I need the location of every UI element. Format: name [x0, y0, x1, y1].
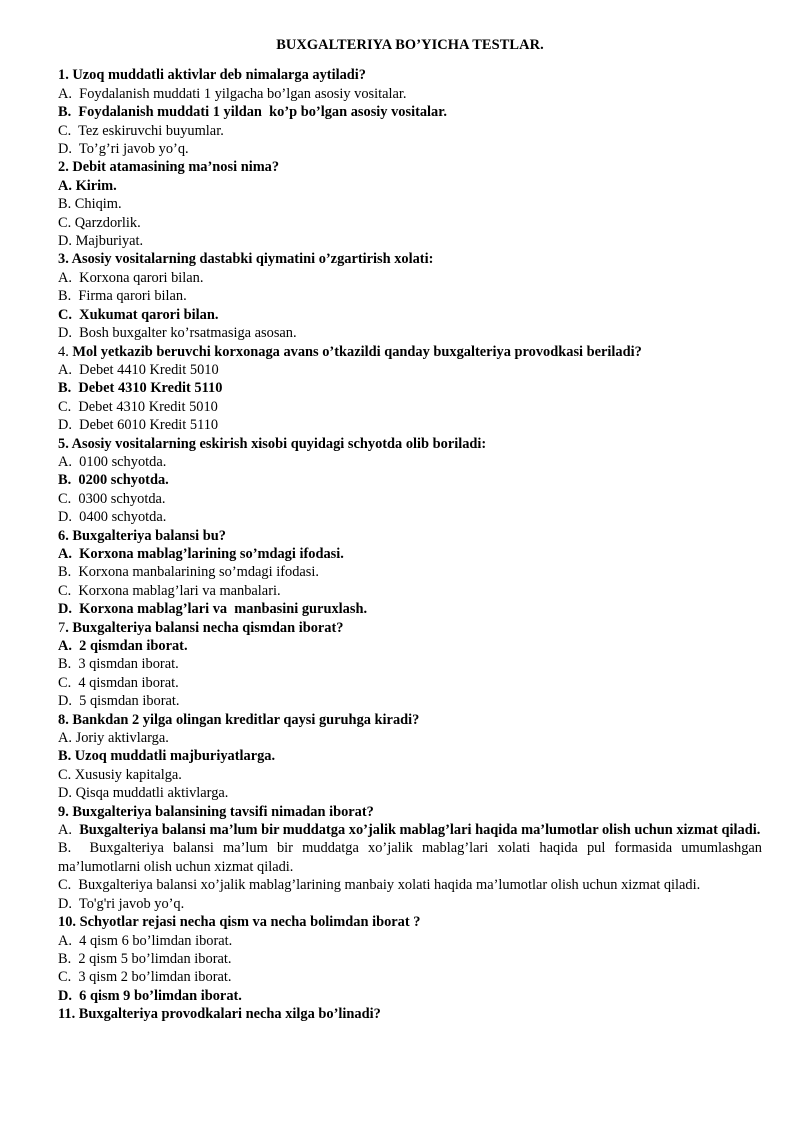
question-block — [58, 250, 762, 342]
answer-option: C. 3 qism 2 bo’limdan iborat. — [58, 969, 232, 986]
question-text: 10. Schyotlar rejasi necha qism va necha bolimdan iborat ? — [58, 914, 421, 931]
question-line — [58, 619, 762, 637]
answer-option: C. Tez eskiruvchi buyumlar. — [58, 122, 224, 139]
question-block — [58, 343, 762, 435]
answer-option: D. Majburiyat. — [58, 233, 144, 250]
answer-option: C. 0300 schyotda. — [58, 490, 166, 507]
answer-option: D. Debet 6010 Kredit 5110 — [58, 417, 219, 434]
question-text: Mol yetkazib beruvchi korxonaga avans o’tkazildi qanday buxgalteriya provodkasi beriladi? — [72, 343, 642, 360]
question-number: 4. — [58, 343, 73, 360]
answer-option: B. Korxona manbalarining so’mdagi ifodasi. — [58, 564, 319, 581]
question-text: 6. Buxgalteriya balansi bu? — [58, 527, 226, 544]
answer-option: D. 0400 schyotda. — [58, 509, 167, 526]
answer-option-correct: A. 2 qismdan iborat. — [58, 638, 188, 654]
answer-option-correct: A. Kirim. — [58, 177, 117, 194]
document-title: BUXGALTERIYA BO’YICHA TESTLAR. — [276, 37, 544, 53]
question-block — [58, 158, 762, 250]
question-text: . Buxgalteriya balansi necha qismdan iborat? — [65, 619, 344, 636]
question-block — [58, 66, 762, 158]
question-text: 3. Asosiy vositalarning dastabki qiymatini o’zgartirish xolati: — [58, 251, 434, 268]
answer-option: B. Firma qarori bilan. — [58, 288, 187, 305]
answer-option: A. Foydalanish muddati 1 yilgacha bo’lgan asosiy vositalar. — [58, 85, 407, 102]
question-text: 8. Bankdan 2 yilga olingan kreditlar qaysi guruhga kiradi? — [58, 711, 420, 728]
answer-option-correct: C. Xukumat qarori bilan. — [58, 306, 219, 323]
answer-option: D. Bosh buxgalter ko’rsatmasiga asosan. — [58, 325, 297, 342]
question-text: 11. Buxgalteriya provodkalari necha xilga bo’linadi? — [58, 1006, 381, 1023]
answer-option-label: A. — [58, 822, 80, 839]
answer-option: C. Korxona mablag’lari va manbalari. — [58, 582, 281, 599]
answer-option-correct: B. 0200 schyotda. — [58, 472, 169, 489]
answer-option: C. Buxgalteriya balansi xo’jalik mablag’larining manbaiy xolati haqida ma’lumotlar olish uchun xizmat qiladi. — [58, 877, 701, 894]
question-block — [58, 711, 762, 803]
answer-option-correct: B. Uzoq muddatli majburiyatlarga. — [58, 748, 276, 765]
answer-option: A. Joriy aktivlarga. — [58, 730, 169, 747]
question-block — [58, 435, 762, 527]
question-text: 9. Buxgalteriya balansining tavsifi nimadan iborat? — [58, 803, 374, 820]
question-text: 5. Asosiy vositalarning eskirish xisobi quyidagi schyotda olib boriladi: — [58, 435, 487, 452]
answer-option-correct — [58, 821, 762, 839]
answer-option-correct: D. 6 qism 9 bo’limdan iborat. — [58, 987, 242, 1004]
question-block — [58, 527, 762, 619]
answer-option: D. To'g'ri javob yo’q. — [58, 895, 185, 912]
answer-option-correct: A. Korxona mablag’larining so’mdagi ifodasi. — [58, 545, 344, 562]
answer-option-correct: B. Debet 4310 Kredit 5110 — [58, 380, 223, 397]
answer-option: D. To’g’ri javob yo’q. — [58, 141, 189, 158]
answer-option: A. 4 qism 6 bo’limdan iborat. — [58, 932, 233, 949]
question-text: 1. Uzoq muddatli aktivlar deb nimalarga aytiladi? — [58, 67, 366, 84]
question-text: 2. Debit atamasining ma’nosi nima? — [58, 159, 280, 176]
answer-option: B. 2 qism 5 bo’limdan iborat. — [58, 950, 232, 967]
question-line — [58, 343, 762, 361]
answer-option: A. Korxona qarori bilan. — [58, 269, 204, 286]
question-block — [58, 619, 762, 711]
answer-option: C. Xususiy kapitalga. — [58, 766, 182, 783]
answer-option: A. Debet 4410 Kredit 5010 — [58, 361, 219, 378]
answer-option: B. 3 qismdan iborat. — [58, 656, 179, 673]
answer-option-correct: B. Foydalanish muddati 1 yildan ko’p bo’lgan asosiy vositalar. — [58, 104, 447, 121]
answer-option: D. Qisqa muddatli aktivlarga. — [58, 785, 229, 802]
answer-option-text: Buxgalteriya balansi ma’lum bir muddatga xo’jalik mablag’lari haqida ma’lumotlar olish uchun xizmat qiladi. — [79, 822, 761, 839]
answer-option: C. Qarzdorlik. — [58, 214, 141, 231]
answer-option: B. Buxgalteriya balansi ma’lum bir muddatga xo’jalik mablag’lari xolati haqida pul formasida umumlashgan ma’lumotlarni olish uchun xizmat qiladi. — [58, 840, 766, 875]
question-number: 7 — [58, 619, 66, 636]
answer-option: C. Debet 4310 Kredit 5010 — [58, 398, 218, 415]
answer-option: B. Chiqim. — [58, 196, 122, 213]
answer-option: A. 0100 schyotda. — [58, 453, 167, 470]
answer-option: D. 5 qismdan iborat. — [58, 693, 180, 710]
document-page — [58, 36, 766, 1024]
question-block — [58, 803, 766, 913]
question-block — [58, 1005, 762, 1023]
question-block — [58, 913, 762, 1005]
answer-option: C. 4 qismdan iborat. — [58, 674, 179, 691]
answer-option-correct: D. Korxona mablag’lari va manbasini guruxlash. — [58, 601, 368, 618]
